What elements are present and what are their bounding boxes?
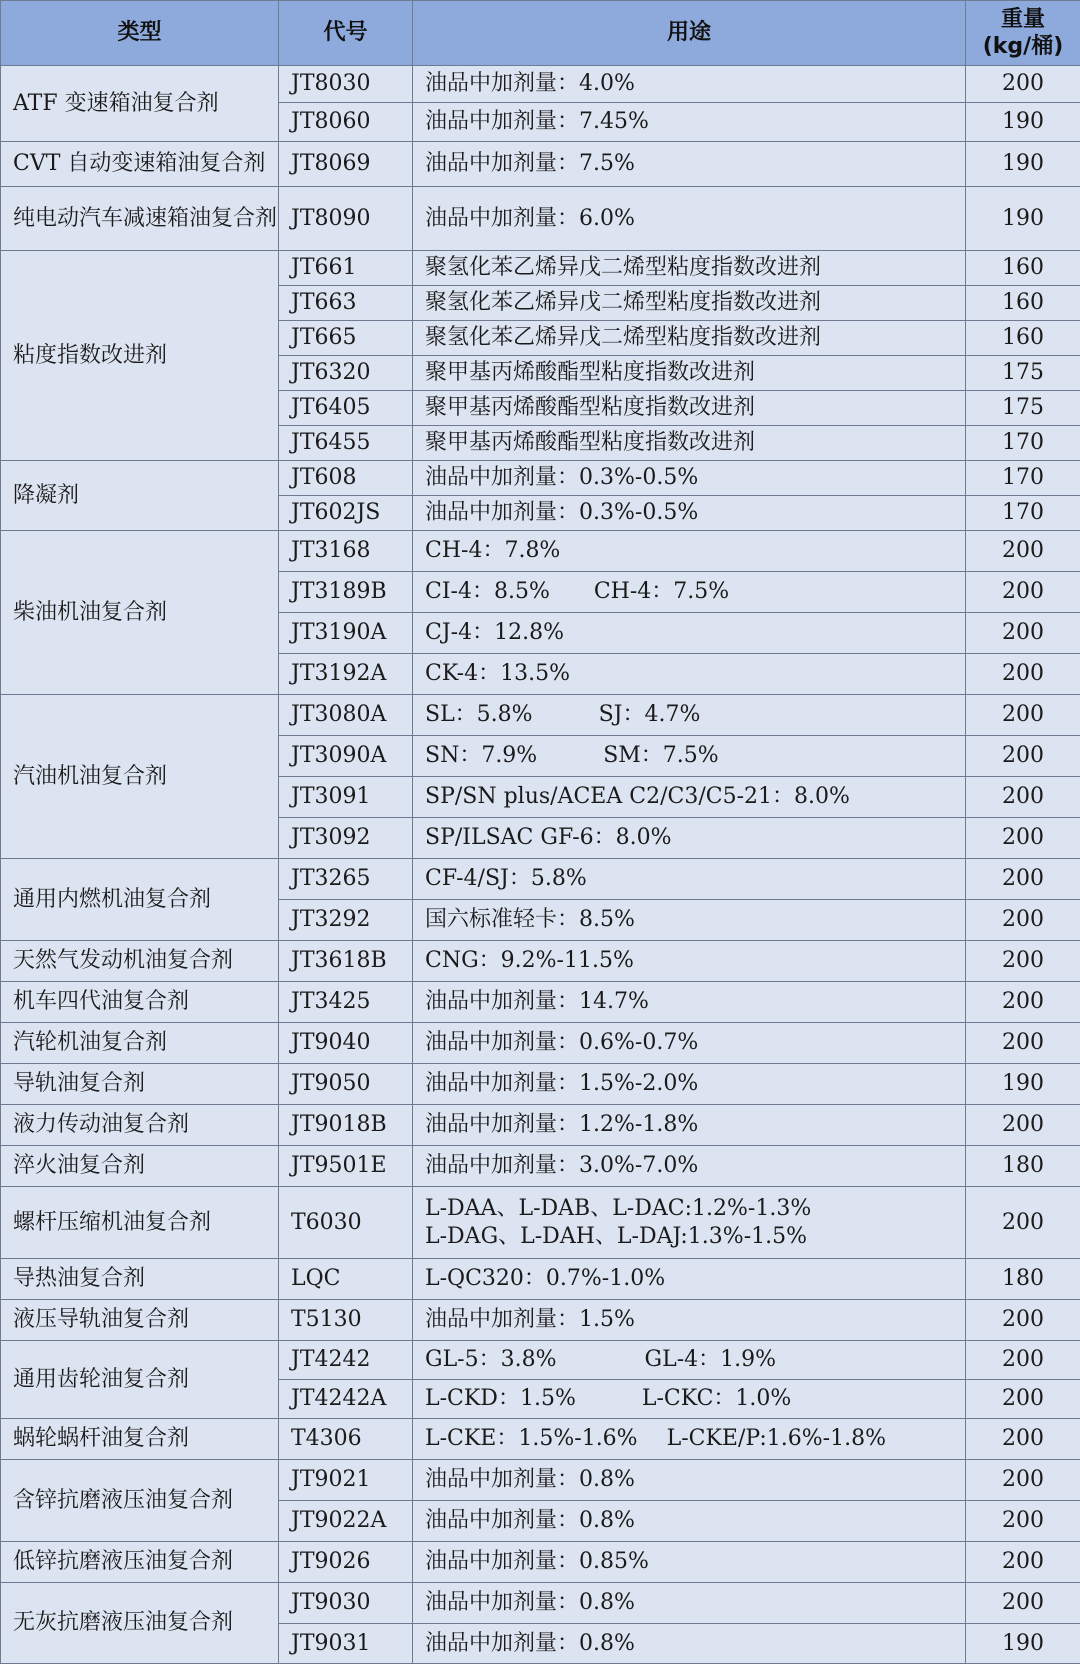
weight-cell: 200 xyxy=(966,900,1080,941)
weight-cell: 160 xyxy=(966,251,1080,286)
usage-cell: SP/ILSAC GF-6：8.0% xyxy=(413,818,966,859)
usage-cell: 油品中加剂量：4.0% xyxy=(413,66,966,103)
type-cell: 含锌抗磨液压油复合剂 xyxy=(1,1460,279,1542)
usage-cell: SL：5.8% SJ：4.7% xyxy=(413,695,966,736)
code-cell: JT3092 xyxy=(279,818,413,859)
type-cell: 液压导轨油复合剂 xyxy=(1,1300,279,1341)
weight-cell: 200 xyxy=(966,941,1080,982)
code-cell: JT8060 xyxy=(279,103,413,142)
code-cell: JT602JS xyxy=(279,496,413,531)
usage-cell: 油品中加剂量：1.2%-1.8% xyxy=(413,1105,966,1146)
code-cell: JT661 xyxy=(279,251,413,286)
weight-cell: 200 xyxy=(966,695,1080,736)
usage-cell: 油品中加剂量：0.8% xyxy=(413,1460,966,1501)
header-weight xyxy=(966,1,1080,66)
code-cell: JT6320 xyxy=(279,356,413,391)
table-row xyxy=(1,1419,1080,1460)
weight-cell: 175 xyxy=(966,356,1080,391)
table-row xyxy=(1,695,1080,736)
weight-cell: 200 xyxy=(966,1380,1080,1419)
usage-cell: 聚氢化苯乙烯异戊二烯型粘度指数改进剂 xyxy=(413,251,966,286)
code-cell: JT3265 xyxy=(279,859,413,900)
weight-cell: 190 xyxy=(966,142,1080,187)
weight-cell: 200 xyxy=(966,982,1080,1023)
table-row xyxy=(1,1105,1080,1146)
type-cell: CVT 自动变速箱油复合剂 xyxy=(1,142,279,187)
type-cell: 汽轮机油复合剂 xyxy=(1,1023,279,1064)
usage-cell: 聚甲基丙烯酸酯型粘度指数改进剂 xyxy=(413,426,966,461)
type-cell: 纯电动汽车减速箱油复合剂 xyxy=(1,187,279,251)
weight-cell: 200 xyxy=(966,572,1080,613)
weight-cell: 170 xyxy=(966,426,1080,461)
table-row xyxy=(1,1259,1080,1300)
weight-cell: 200 xyxy=(966,859,1080,900)
code-cell: JT6405 xyxy=(279,391,413,426)
usage-cell: CJ-4：12.8% xyxy=(413,613,966,654)
code-cell: JT9030 xyxy=(279,1583,413,1624)
table-row xyxy=(1,982,1080,1023)
type-cell: 淬火油复合剂 xyxy=(1,1146,279,1187)
weight-cell: 200 xyxy=(966,1023,1080,1064)
weight-cell: 200 xyxy=(966,66,1080,103)
usage-cell: CH-4：7.8% xyxy=(413,531,966,572)
usage-cell: 聚甲基丙烯酸酯型粘度指数改进剂 xyxy=(413,356,966,391)
usage-cell: L-CKD：1.5% L-CKC：1.0% xyxy=(413,1380,966,1419)
code-cell: JT3189B xyxy=(279,572,413,613)
weight-cell: 200 xyxy=(966,1105,1080,1146)
usage-cell: 油品中加剂量：14.7% xyxy=(413,982,966,1023)
code-cell: T6030 xyxy=(279,1187,413,1259)
code-cell: JT663 xyxy=(279,286,413,321)
type-cell: 粘度指数改进剂 xyxy=(1,251,279,461)
code-cell: JT9018B xyxy=(279,1105,413,1146)
type-cell: 柴油机油复合剂 xyxy=(1,531,279,695)
table-row xyxy=(1,66,1080,103)
code-cell: JT8030 xyxy=(279,66,413,103)
code-cell: JT3618B xyxy=(279,941,413,982)
usage-cell: SP/SN plus/ACEA C2/C3/C5-21：8.0% xyxy=(413,777,966,818)
table-row xyxy=(1,941,1080,982)
code-cell: JT6455 xyxy=(279,426,413,461)
code-cell: JT665 xyxy=(279,321,413,356)
code-cell: T4306 xyxy=(279,1419,413,1460)
usage-cell: 油品中加剂量：0.8% xyxy=(413,1501,966,1542)
table-row xyxy=(1,1187,1080,1259)
weight-cell: 190 xyxy=(966,187,1080,251)
usage-cell: CK-4：13.5% xyxy=(413,654,966,695)
type-cell: 低锌抗磨液压油复合剂 xyxy=(1,1542,279,1583)
usage-cell: 油品中加剂量：3.0%-7.0% xyxy=(413,1146,966,1187)
weight-cell: 200 xyxy=(966,1501,1080,1542)
usage-cell: 油品中加剂量：0.8% xyxy=(413,1624,966,1664)
table-row xyxy=(1,1460,1080,1501)
table-row xyxy=(1,251,1080,286)
weight-cell: 190 xyxy=(966,1064,1080,1105)
table-row xyxy=(1,461,1080,496)
table-row xyxy=(1,1583,1080,1624)
weight-cell: 180 xyxy=(966,1146,1080,1187)
type-cell: 通用内燃机油复合剂 xyxy=(1,859,279,941)
weight-cell: 170 xyxy=(966,461,1080,496)
weight-cell: 170 xyxy=(966,496,1080,531)
usage-cell: L-QC320：0.7%-1.0% xyxy=(413,1259,966,1300)
usage-cell xyxy=(413,1187,966,1259)
code-cell: T5130 xyxy=(279,1300,413,1341)
usage-line: L-DAA、L-DAB、L-DAC:1.2%-1.3% xyxy=(425,1195,812,1221)
code-cell: JT4242A xyxy=(279,1380,413,1419)
type-cell: 蜗轮蜗杆油复合剂 xyxy=(1,1419,279,1460)
weight-cell: 190 xyxy=(966,1624,1080,1664)
code-cell: JT3292 xyxy=(279,900,413,941)
type-cell: 导热油复合剂 xyxy=(1,1259,279,1300)
weight-cell: 160 xyxy=(966,321,1080,356)
table-body xyxy=(1,66,1080,1664)
weight-cell: 200 xyxy=(966,613,1080,654)
usage-cell: 油品中加剂量：0.3%-0.5% xyxy=(413,496,966,531)
usage-cell: 国六标准轻卡：8.5% xyxy=(413,900,966,941)
code-cell: JT9022A xyxy=(279,1501,413,1542)
code-cell: JT9021 xyxy=(279,1460,413,1501)
weight-cell: 200 xyxy=(966,1460,1080,1501)
usage-cell: GL-5：3.8% GL-4：1.9% xyxy=(413,1341,966,1380)
code-cell: LQC xyxy=(279,1259,413,1300)
weight-cell: 200 xyxy=(966,1300,1080,1341)
table-row xyxy=(1,1146,1080,1187)
usage-cell: 油品中加剂量：0.85% xyxy=(413,1542,966,1583)
type-cell: 降凝剂 xyxy=(1,461,279,531)
weight-cell: 200 xyxy=(966,1187,1080,1259)
type-cell: 液力传动油复合剂 xyxy=(1,1105,279,1146)
type-cell: ATF 变速箱油复合剂 xyxy=(1,66,279,142)
usage-cell: 聚氢化苯乙烯异戊二烯型粘度指数改进剂 xyxy=(413,321,966,356)
type-cell: 机车四代油复合剂 xyxy=(1,982,279,1023)
code-cell: JT9026 xyxy=(279,1542,413,1583)
usage-cell: 聚氢化苯乙烯异戊二烯型粘度指数改进剂 xyxy=(413,286,966,321)
weight-cell: 200 xyxy=(966,1542,1080,1583)
usage-cell: SN：7.9% SM：7.5% xyxy=(413,736,966,777)
usage-cell: 油品中加剂量：6.0% xyxy=(413,187,966,251)
code-cell: JT9040 xyxy=(279,1023,413,1064)
header-weight-label: 重量 xyxy=(1000,7,1045,32)
type-cell: 通用齿轮油复合剂 xyxy=(1,1341,279,1419)
table-row xyxy=(1,1023,1080,1064)
usage-cell: CF-4/SJ：5.8% xyxy=(413,859,966,900)
usage-cell: 油品中加剂量：1.5%-2.0% xyxy=(413,1064,966,1105)
code-cell: JT3091 xyxy=(279,777,413,818)
weight-cell: 200 xyxy=(966,1341,1080,1380)
usage-cell: 油品中加剂量：0.6%-0.7% xyxy=(413,1023,966,1064)
usage-cell: 油品中加剂量：1.5% xyxy=(413,1300,966,1341)
type-cell: 螺杆压缩机油复合剂 xyxy=(1,1187,279,1259)
code-cell: JT4242 xyxy=(279,1341,413,1380)
table-row xyxy=(1,859,1080,900)
weight-cell: 200 xyxy=(966,777,1080,818)
weight-cell: 190 xyxy=(966,103,1080,142)
usage-cell: 油品中加剂量：0.3%-0.5% xyxy=(413,461,966,496)
usage-cell: 聚甲基丙烯酸酯型粘度指数改进剂 xyxy=(413,391,966,426)
code-cell: JT3168 xyxy=(279,531,413,572)
weight-cell: 200 xyxy=(966,531,1080,572)
weight-cell: 200 xyxy=(966,1583,1080,1624)
header-weight-unit: (kg/桶) xyxy=(982,34,1064,59)
usage-line: L-DAG、L-DAH、L-DAJ:1.3%-1.5% xyxy=(425,1223,808,1249)
weight-cell: 160 xyxy=(966,286,1080,321)
weight-cell: 180 xyxy=(966,1259,1080,1300)
code-cell: JT8090 xyxy=(279,187,413,251)
code-cell: JT9031 xyxy=(279,1624,413,1664)
table-row xyxy=(1,187,1080,251)
table-row xyxy=(1,1542,1080,1583)
usage-cell: 油品中加剂量：0.8% xyxy=(413,1583,966,1624)
type-cell: 无灰抗磨液压油复合剂 xyxy=(1,1583,279,1664)
type-cell: 天然气发动机油复合剂 xyxy=(1,941,279,982)
code-cell: JT3192A xyxy=(279,654,413,695)
type-cell: 导轨油复合剂 xyxy=(1,1064,279,1105)
usage-cell: 油品中加剂量：7.45% xyxy=(413,103,966,142)
code-cell: JT9501E xyxy=(279,1146,413,1187)
usage-cell: L-CKE：1.5%-1.6% L-CKE/P:1.6%-1.8% xyxy=(413,1419,966,1460)
table-row xyxy=(1,142,1080,187)
table-row xyxy=(1,531,1080,572)
weight-cell: 200 xyxy=(966,818,1080,859)
code-cell: JT608 xyxy=(279,461,413,496)
weight-cell: 175 xyxy=(966,391,1080,426)
table-row xyxy=(1,1064,1080,1105)
code-cell: JT8069 xyxy=(279,142,413,187)
code-cell: JT9050 xyxy=(279,1064,413,1105)
header-usage: 用途 xyxy=(413,1,966,66)
weight-cell: 200 xyxy=(966,736,1080,777)
type-cell: 汽油机油复合剂 xyxy=(1,695,279,859)
header-row xyxy=(1,1,1080,66)
usage-cell: CI-4：8.5% CH-4：7.5% xyxy=(413,572,966,613)
header-code: 代号 xyxy=(279,1,413,66)
table-row xyxy=(1,1341,1080,1380)
code-cell: JT3425 xyxy=(279,982,413,1023)
code-cell: JT3080A xyxy=(279,695,413,736)
usage-cell: CNG：9.2%-11.5% xyxy=(413,941,966,982)
table-row xyxy=(1,1300,1080,1341)
usage-cell: 油品中加剂量：7.5% xyxy=(413,142,966,187)
code-cell: JT3090A xyxy=(279,736,413,777)
weight-cell: 200 xyxy=(966,654,1080,695)
code-cell: JT3190A xyxy=(279,613,413,654)
header-type: 类型 xyxy=(1,1,279,66)
weight-cell: 200 xyxy=(966,1419,1080,1460)
